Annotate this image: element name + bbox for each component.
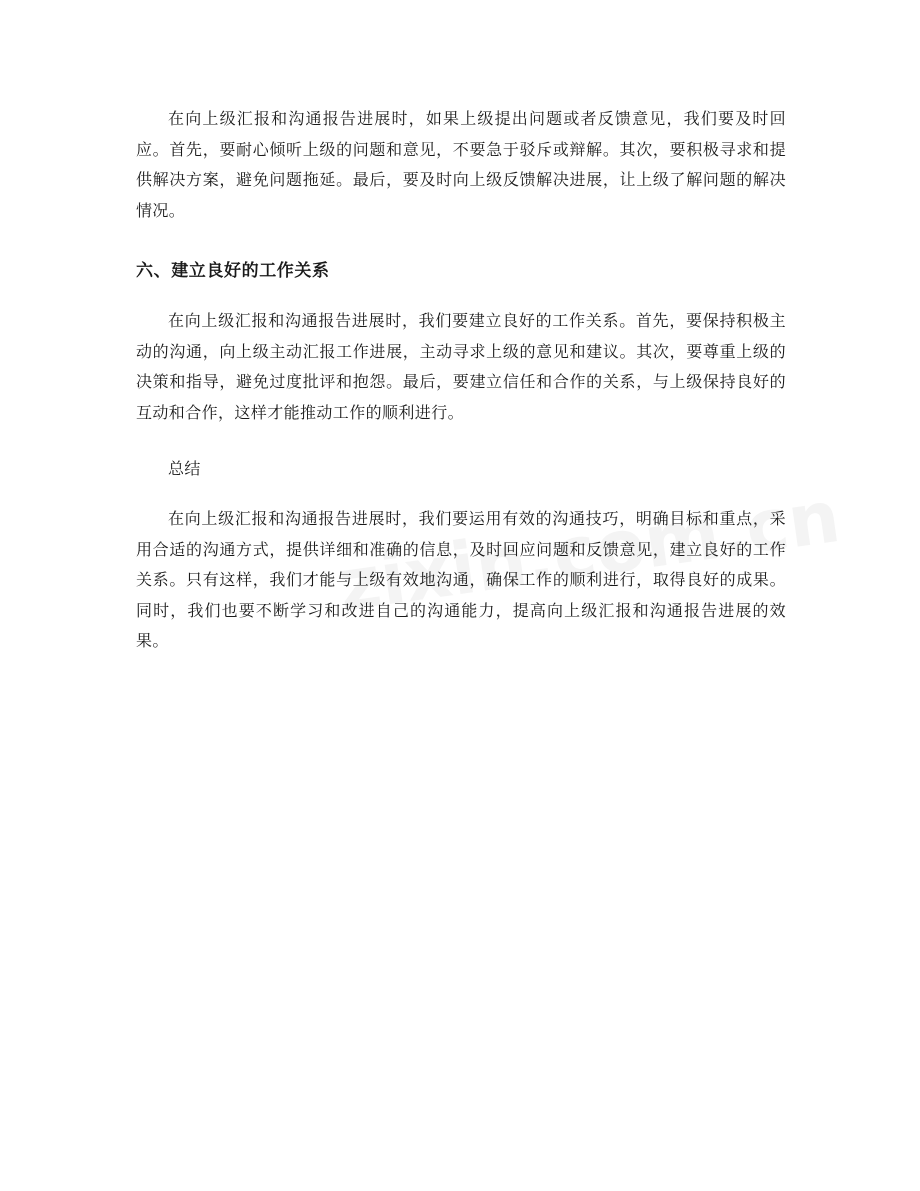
summary-label: 总结 [168, 459, 201, 478]
paragraph-work-relationship: 在向上级汇报和沟通报告进展时，我们要建立良好的工作关系。首先，要保持积极主动的沟通，向上级主动汇报工作进展，主动寻求上级的意见和建议。其次，要尊重上级的决策和指导，避免过度批评和抱怨。最后，要建立信任和合作的关系，与上级保持良好的互动和合作，这样才能推动工作的顺利进行。 [136, 311, 786, 422]
paragraph-summary: 在向上级汇报和沟通报告进展时，我们要运用有效的沟通技巧，明确目标和重点，采用合适的沟通方式，提供详细和准确的信息，及时回应问题和反馈意见，建立良好的工作关系。只有这样，我们才能与上级有效地沟通，确保工作的顺利进行，取得良好的成果。同时，我们也要不断学习和改进自己的沟通能力，提高向上级汇报和沟通报告进展的效果。 [136, 509, 786, 650]
paragraph-respond-feedback: 在向上级汇报和沟通报告进展时，如果上级提出问题或者反馈意见，我们要及时回应。首先，要耐心倾听上级的问题和意见，不要急于驳斥或辩解。其次，要积极寻求和提供解决方案，避免问题拖延。最后，要及时向上级反馈解决进展，让上级了解问题的解决情况。 [136, 109, 786, 220]
document-body [136, 104, 786, 657]
section-heading-work-relationship: 六、建立良好的工作关系 [136, 261, 330, 281]
